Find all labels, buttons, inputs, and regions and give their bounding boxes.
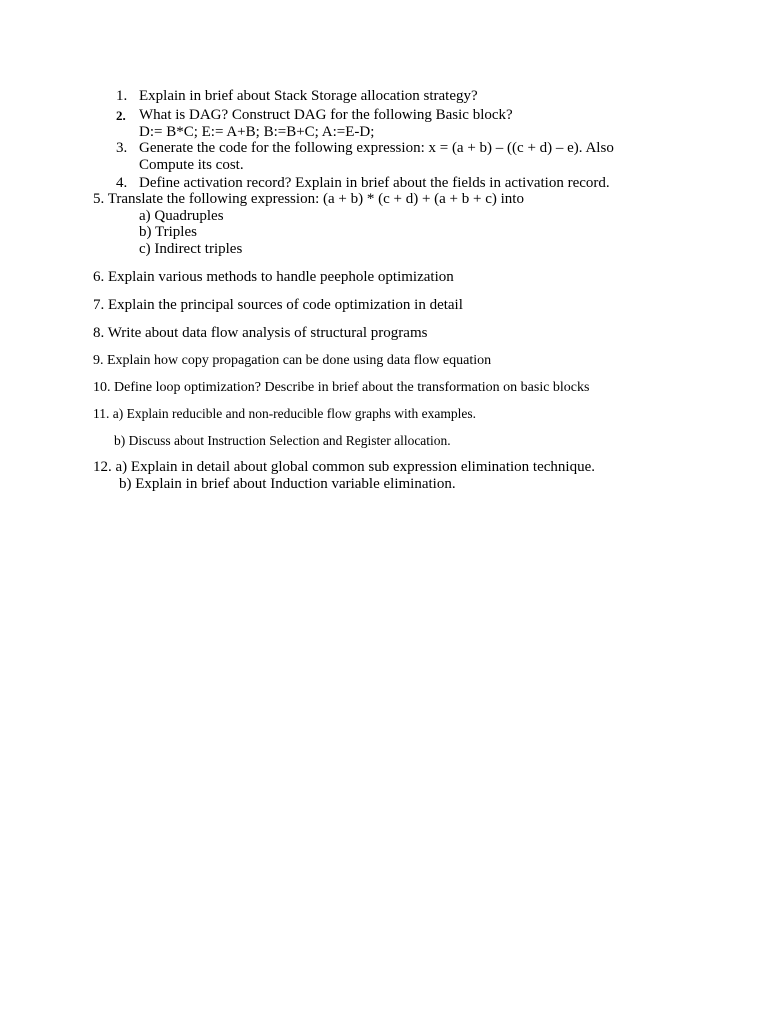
q4-text: Define activation record? Explain in brief about the fields in activation record. xyxy=(139,175,610,191)
q12-part-b: b) Explain in brief about Induction variable elimination. xyxy=(119,476,456,492)
q1-number: 1. xyxy=(116,88,128,104)
q5-option-c: c) Indirect triples xyxy=(139,241,243,257)
q3-text-cont: Compute its cost. xyxy=(139,157,244,173)
q12-part-a: 12. a) Explain in detail about global common sub expression elimination technique. xyxy=(93,459,595,475)
q8-text: 8. Write about data flow analysis of structural programs xyxy=(93,325,428,341)
q5-option-b: b) Triples xyxy=(139,224,197,240)
q5-option-a: a) Quadruples xyxy=(139,208,224,224)
q2-block: D:= B*C; E:= A+B; B:=B+C; A:=E-D; xyxy=(139,124,375,140)
q7-text: 7. Explain the principal sources of code optimization in detail xyxy=(93,297,463,313)
q10-text: 10. Define loop optimization? Describe in brief about the transformation on basic blocks xyxy=(93,380,590,395)
q3-number: 3. xyxy=(116,140,128,156)
q9-text: 9. Explain how copy propagation can be done using data flow equation xyxy=(93,353,492,368)
q2-text: What is DAG? Construct DAG for the following Basic block? xyxy=(139,107,513,123)
q1-text: Explain in brief about Stack Storage allocation strategy? xyxy=(139,88,478,104)
q11-part-a: 11. a) Explain reducible and non-reducible flow graphs with examples. xyxy=(93,406,477,421)
q11-part-b: b) Discuss about Instruction Selection and Register allocation. xyxy=(114,433,451,448)
q2-number: 2. xyxy=(116,108,126,123)
q6-text: 6. Explain various methods to handle peephole optimization xyxy=(93,269,454,285)
q4-number: 4. xyxy=(116,175,128,191)
q5-text: 5. Translate the following expression: (a + b) * (c + d) + (a + b + c) into xyxy=(93,191,524,207)
q3-text: Generate the code for the following expression: x = (a + b) – ((c + d) – e). Also xyxy=(139,140,614,156)
